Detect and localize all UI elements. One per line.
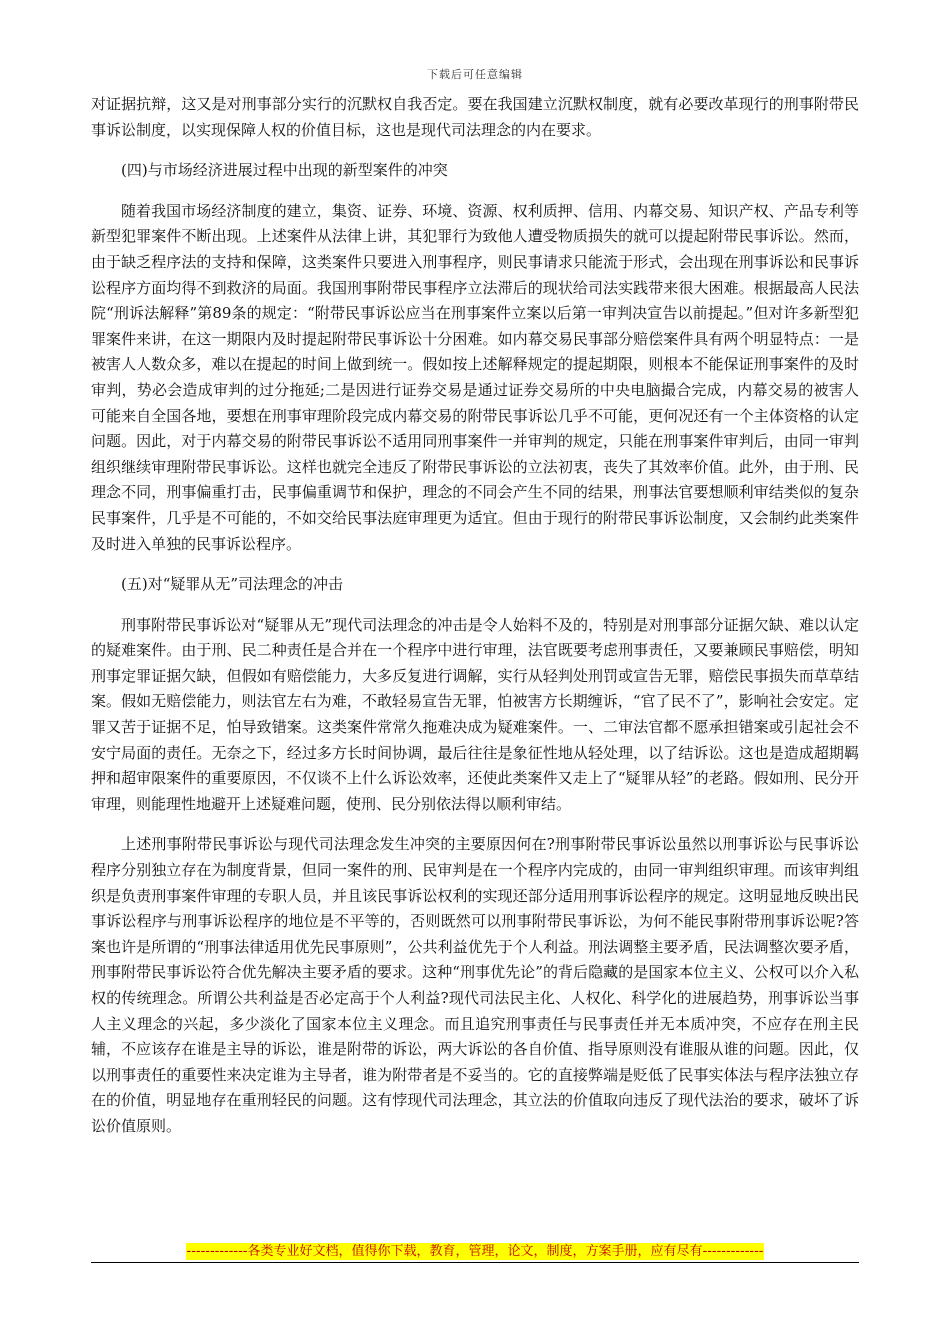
paragraph-body: 上述刑事附带民事诉讼与现代司法理念发生冲突的主要原因何在?刑事附带民事诉讼虽然以刑事诉讼与民事诉讼程序分别独立存在为制度背景，但同一案件的刑、民审判是在一个程序内完成的，由同一审判组织审理。而该审判组织是负责刑事案件审理的专职人员，并且该民事诉讼权利的实现还部分适用刑事诉讼程序的规定。这明显地反映出民事诉讼程序与刑事诉讼程序的地位是不平等的，否则既然可以刑事附带民事诉讼，为何不能民事附带刑事诉讼呢?答案也许是所谓的“刑事法律适用优先民事原则”，公共利益优先于个人利益。刑法调整主要矛盾，民法调整次要矛盾，刑事附带民事诉讼符合优先解决主要矛盾的要求。这种“刑事优先论”的背后隐藏的是国家本位主义、公权可以介入私权的传统理念。所谓公共利益是否必定高于个人利益?现代司法民主化、人权化、科学化的进展趋势，刑事诉讼当事人主义理念的兴起，多少淡化了国家本位主义理念。而且追究刑事责任与民事责任并无本质冲突，不应存在刑主民辅，不应该存在谁是主导的诉讼，谁是附带的诉讼，两大诉讼的各自价值、指导原则没有谁服从谁的问题。因此，仅以刑事责任的重要性来决定谁为主导者，谁为附带者是不妥当的。它的直接弊端是贬低了民事实体法与程序法独立存在的价值，明显地存在重刑轻民的问题。这有悖现代司法理念，其立法的价值取向违反了现代法治的要求，破坏了诉讼价值原则。	[91, 835, 859, 1135]
paragraph-continuation: 对证据抗辩，这又是对刑事部分实行的沉默权自我否定。要在我国建立沉默权制度，就有必要改革现行的刑事附带民事诉讼制度，以实现保障人权的价值目标，这也是现代司法理念的内在要求。	[91, 95, 859, 139]
footer-banner	[0, 1240, 950, 1260]
document-body	[91, 92, 859, 1140]
footer-banner-text: -------------各类专业好文档，值得你下载，教育，管理，论文，制度，方案手册，应有尽有-------------	[186, 1244, 764, 1259]
paragraph-body: 刑事附带民事诉讼对“疑罪从无”现代司法理念的冲击是令人始料不及的，特别是对刑事部分证据欠缺、难以认定的疑难案件。由于刑、民二种责任是合并在一个程序中进行审理，法官既要考虑刑事责任，又要兼顾民事赔偿，明知刑事定罪证据欠缺，但假如有赔偿能力，大多反复进行调解，实行从轻判处刑罚或宣告无罪，赔偿民事损失而草草结案。假如无赔偿能力，则法官左右为难，不敢轻易宣告无罪，怕被害方长期缠诉，“官了民不了”，影响社会安定。定罪又苦于证据不足，怕导致错案。这类案件常常久拖难决成为疑难案件。一、二审法官都不愿承担错案或引起社会不安宁局面的责任。无奈之下，经过多方长时间协调，最后往往是象征性地从轻处理，以了结诉讼。这也是造成超期羁押和超审限案件的重要原因，不仅谈不上什么诉讼效率，还使此类案件又走上了“疑罪从轻”的老路。假如刑、民分开审理，则能理性地避开上述疑难问题，使刑、民分别依法得以顺利审结。	[91, 615, 859, 813]
paragraph-body: 随着我国市场经济制度的建立，集资、证券、环境、资源、权利质押、信用、内幕交易、知识产权、产品专利等新型犯罪案件不断出现。上述案件从法律上讲，其犯罪行为致他人遭受物质损失的就可以提起附带民事诉讼。然而，由于缺乏程序法的支持和保障，这类案件只要进入刑事程序，则民事请求只能流于形式，会出现在刑事诉讼和民事诉讼程序方面均得不到救济的局面。我国刑事附带民事程序立法滞后的现状给司法实践带来很大困难。根据最高人民法院“刑诉法解释”第89条的规定：“附带民事诉讼应当在刑事案件立案以后第一审判决宣告以前提起。”但对许多新型犯罪案件来讲，在这一期限内及时提起附带民事诉讼十分困难。如内幕交易民事部分赔偿案件具有两个明显特点：一是被害人人数众多，难以在提起的时间上做到统一。假如按上述解释规定的提起期限，则根本不能保证刑事案件的及时审判，势必会造成审判的过分拖延;二是因进行证券交易是通过证券交易所的中央电脑撮合完成，内幕交易的被害人可能来自全国各地，要想在刑事审理阶段完成内幕交易的附带民事诉讼几乎不可能，更何况还有一个主体资格的认定问题。因此，对于内幕交易的附带民事诉讼不适用同刑事案件一并审判的规定，只能在刑事案件审判后，由同一审判组织继续审理附带民事诉讼。这样也就完全违反了附带民事诉讼的立法初衷，丧失了其效率价值。此外，由于刑、民理念不同，刑事偏重打击，民事偏重调节和保护，理念的不同会产生不同的结果，刑事法官要想顺利审结类似的复杂民事案件，几乎是不可能的，不如交给民事法庭审理更为适宜。但由于现行的附带民事诉讼制度，又会制约此类案件及时进入单独的民事诉讼程序。	[91, 201, 859, 553]
page-header: 下载后可任意编辑	[427, 68, 523, 81]
footer-divider	[91, 1262, 859, 1263]
section-heading-4: (四)与市场经济进展过程中出现的新型案件的冲突	[121, 161, 448, 180]
section-heading-5: (五)对“疑罪从无”司法理念的冲击	[121, 575, 344, 594]
